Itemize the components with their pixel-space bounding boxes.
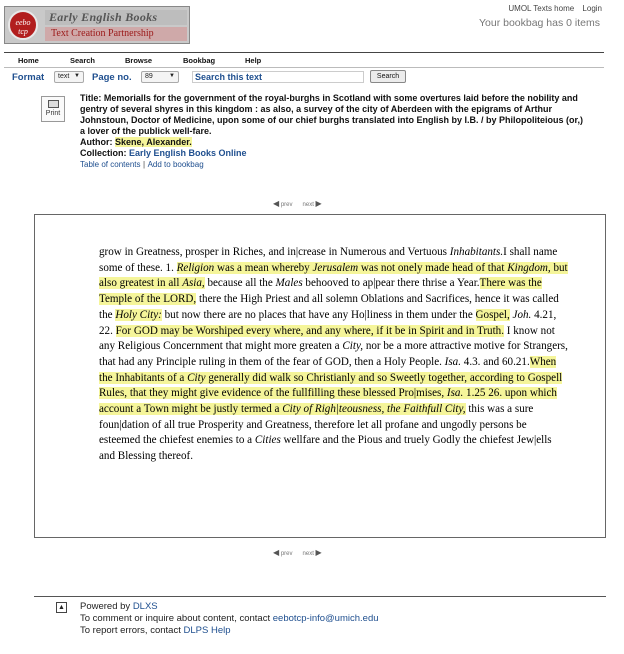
text-segment: 4.3. and 60.21. (461, 355, 530, 368)
text-segment: generally did walk so Christianly and so Sweetly together, according to Gospell Rules, that they might give evidence of the fullfilling these blessed Pro|mises, (99, 371, 563, 400)
banner-title: Early English Books (45, 10, 187, 25)
prev-link[interactable]: ◀ prev (273, 199, 293, 208)
up-arrow-icon[interactable]: ▲ (56, 602, 67, 613)
pager-bottom (273, 548, 322, 557)
text-segment: Isa. (446, 387, 464, 400)
text-segment: but now there are no places that have any Ho|liness in them under the (161, 308, 476, 321)
print-button[interactable]: Print (41, 96, 65, 122)
text-segment: For GOD may be Worshiped every where, and any where, if it be in Spirit and in Truth. (115, 324, 504, 337)
text-segment: City (187, 371, 206, 384)
site-banner[interactable] (4, 6, 190, 44)
record-author: Author: Skene, Alexander. (80, 137, 192, 147)
menu-bookbag[interactable]: Bookbag (183, 56, 216, 65)
text-segment: but also greatest in all (99, 261, 568, 290)
record-collection: Collection: Early English Books Online (80, 148, 247, 158)
next-link[interactable]: next ▶ (302, 548, 322, 557)
pager-top (273, 199, 322, 208)
chevron-left-icon: ◀ (273, 548, 280, 557)
text-segment: 1.25 26. upon which account a Town might be justly termed a (99, 387, 557, 416)
text-toolbar (12, 70, 604, 86)
contact-email-link[interactable]: eebotcp-info@umich.edu (272, 613, 379, 624)
record-links: Table of contents | Add to bookbag (80, 160, 204, 169)
footer-divider (34, 596, 606, 597)
text-segment: I shall name some of these. 1. (99, 246, 558, 274)
format-select[interactable]: text ▼ (54, 71, 84, 83)
text-segment: was a mean whereby (214, 261, 313, 274)
chevron-right-icon: ▶ (315, 548, 322, 557)
text-segment: because all the (204, 277, 276, 290)
menu-home[interactable]: Home (18, 56, 39, 65)
footer: Powered by DLXS To comment or inquire about content, contact eebotcp-info@umich.edu To report errors, contact DLPS Help (80, 601, 379, 636)
dlps-help-link[interactable]: DLPS Help (183, 625, 231, 636)
login-link[interactable]: Login (582, 4, 602, 13)
text-segment: there the High Priest and all solemn Oblations and Sacrifices, hence it was called the (99, 293, 559, 321)
add-bookbag-link[interactable]: Add to bookbag (147, 160, 204, 169)
text-segment: grow in Greatness, prosper in Riches, and in|crease in Numerous and Vertuous (99, 246, 450, 258)
menu-browse[interactable]: Browse (125, 56, 153, 65)
chevron-right-icon: ▶ (315, 199, 322, 208)
page-text (99, 245, 569, 465)
prev-link[interactable]: ◀ prev (273, 548, 293, 557)
chevron-down-icon: ▼ (74, 73, 80, 79)
search-button[interactable]: Search (370, 70, 406, 83)
eebo-logo: eebo tcp (8, 10, 38, 40)
banner-subtitle: Text Creation Partnership (45, 27, 187, 41)
text-segment: City, (342, 340, 364, 353)
text-segment: City of Righ|teousness, the Faithfull City, (282, 403, 466, 416)
text-segment: Males (275, 277, 303, 290)
text-segment: Asia, (182, 277, 205, 290)
chevron-down-icon: ▼ (169, 73, 175, 79)
texts-home-link[interactable]: UMOL Texts home (508, 4, 575, 13)
text-segment: Cities (254, 434, 281, 447)
page-label: Page no. (92, 72, 132, 83)
text-segment: behooved to ap|pear there thrise a Year. (302, 277, 480, 290)
text-segment: 4.21, 22. (99, 308, 557, 337)
text-segment: Religion (176, 261, 215, 274)
record-info (80, 93, 590, 170)
printer-icon (48, 100, 59, 108)
bookbag-status: Your bookbag has 0 items (478, 17, 600, 29)
author-value[interactable]: Skene, Alexander. (115, 137, 192, 147)
text-segment: I know not any Religious Concernment that might more greaten a (99, 324, 555, 353)
collection-link[interactable]: Early English Books Online (129, 148, 247, 158)
chevron-left-icon: ◀ (273, 199, 280, 208)
page-select[interactable]: 89 ▼ (141, 71, 179, 83)
search-input[interactable]: Search this text (192, 71, 364, 83)
top-links (502, 4, 602, 13)
text-segment: Inhabitants. (449, 246, 504, 258)
format-label: Format (12, 72, 45, 83)
page-text-panel (34, 214, 606, 538)
text-segment: nor be a more attractive motive for Strangers, that had any Principle ruling in them of the fear of GOD, then a Holy People. (99, 340, 568, 368)
text-segment: this was a sure foun|dation of all true Prosperity and Greatness, therefore let all profane and ungodly persons be esteemed the chiefest enemies to a (99, 403, 534, 447)
text-segment: Joh. (512, 308, 532, 321)
text-segment: Isa. (444, 355, 462, 368)
text-segment: was not onely made head of that (358, 261, 508, 274)
record-title: Title: Memorialls for the government of the royal-burghs in Scotland with some overtures laid before the nobility and gentry of several shyres in this kingdom : as also, a survey of the city of Aberdeen with the epigrams of Arthur Johnstoun, Doctor of Medicine, upon some of our chief burghs translated into English by I.B. / by Philopoliteious (or,) a lover of the publick well-fare. (80, 93, 584, 136)
toc-link[interactable]: Table of contents (80, 160, 141, 169)
text-segment: Gospel, (475, 308, 510, 321)
menu-help[interactable]: Help (245, 56, 262, 65)
text-segment: When the Inhabitants of a (99, 355, 557, 384)
main-menu (4, 52, 604, 68)
dlxs-link[interactable]: DLXS (132, 601, 158, 612)
next-link[interactable]: next ▶ (302, 199, 322, 208)
text-segment: Holy City: (115, 308, 162, 321)
text-segment: There was the Temple of the LORD, (99, 277, 542, 306)
text-segment: wellfare and the Pious and truely Godly the chiefest Jew|ells and Blessing thereof. (99, 434, 552, 463)
menu-search[interactable]: Search (70, 56, 96, 65)
text-segment: Jerusalem (312, 261, 359, 274)
text-segment: Kingdom, (507, 261, 551, 274)
